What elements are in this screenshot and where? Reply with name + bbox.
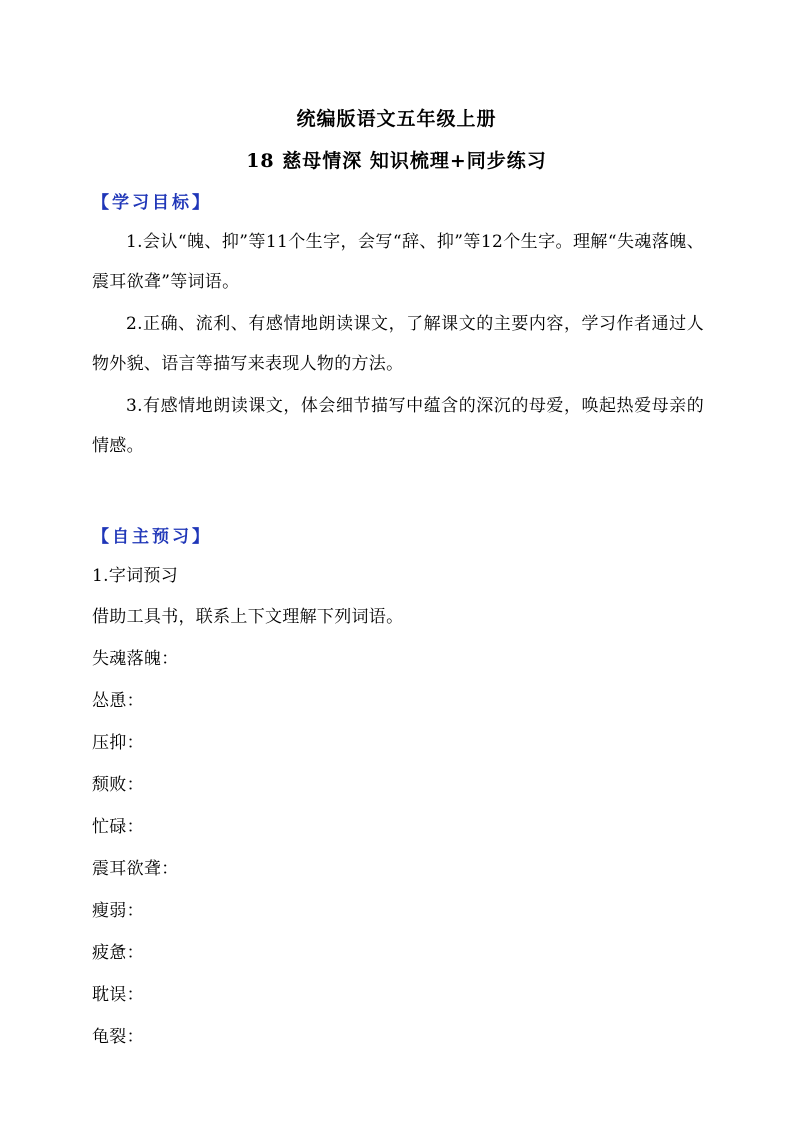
preview-instruction: 借助工具书，联系上下文理解下列词语。	[92, 607, 404, 627]
vocab-item: 失魂落魄：	[92, 649, 179, 669]
vocab-item: 疲惫：	[92, 943, 144, 963]
goal-item-3: 3.有感情地朗读课文，体会细节描写中蕴含的深沉的母爱，唤起热爱母亲的情感。	[92, 396, 704, 456]
preview-subheading: 1.字词预习	[92, 566, 179, 586]
vocab-item: 忙碌：	[92, 817, 144, 837]
vocab-item: 颓败：	[92, 775, 144, 795]
goal-item-2: 2.正确、流利、有感情地朗读课文，了解课文的主要内容，学习作者通过人物外貌、语言等描写来表现人物的方法。	[92, 314, 704, 374]
vocab-item: 耽误：	[92, 985, 144, 1005]
lesson-title: 18 慈母情深 知识梳理+同步练习	[246, 150, 547, 172]
section-heading-preview: 【自主预习】	[92, 527, 212, 547]
document-title: 统编版语文五年级上册	[296, 108, 497, 130]
vocab-item: 震耳欲聋：	[92, 859, 179, 879]
vocab-item: 怂恿：	[92, 691, 144, 711]
vocab-item: 瘦弱：	[92, 901, 144, 921]
vocab-item: 压抑：	[92, 733, 144, 753]
goal-item-1: 1.会认“魄、抑”等11个生字，会写“辞、抑”等12个生字。理解“失魂落魄、震耳欲聋”等词语。	[92, 232, 704, 292]
section-heading-goals: 【学习目标】	[92, 193, 212, 213]
vocab-item: 龟裂：	[92, 1027, 144, 1047]
